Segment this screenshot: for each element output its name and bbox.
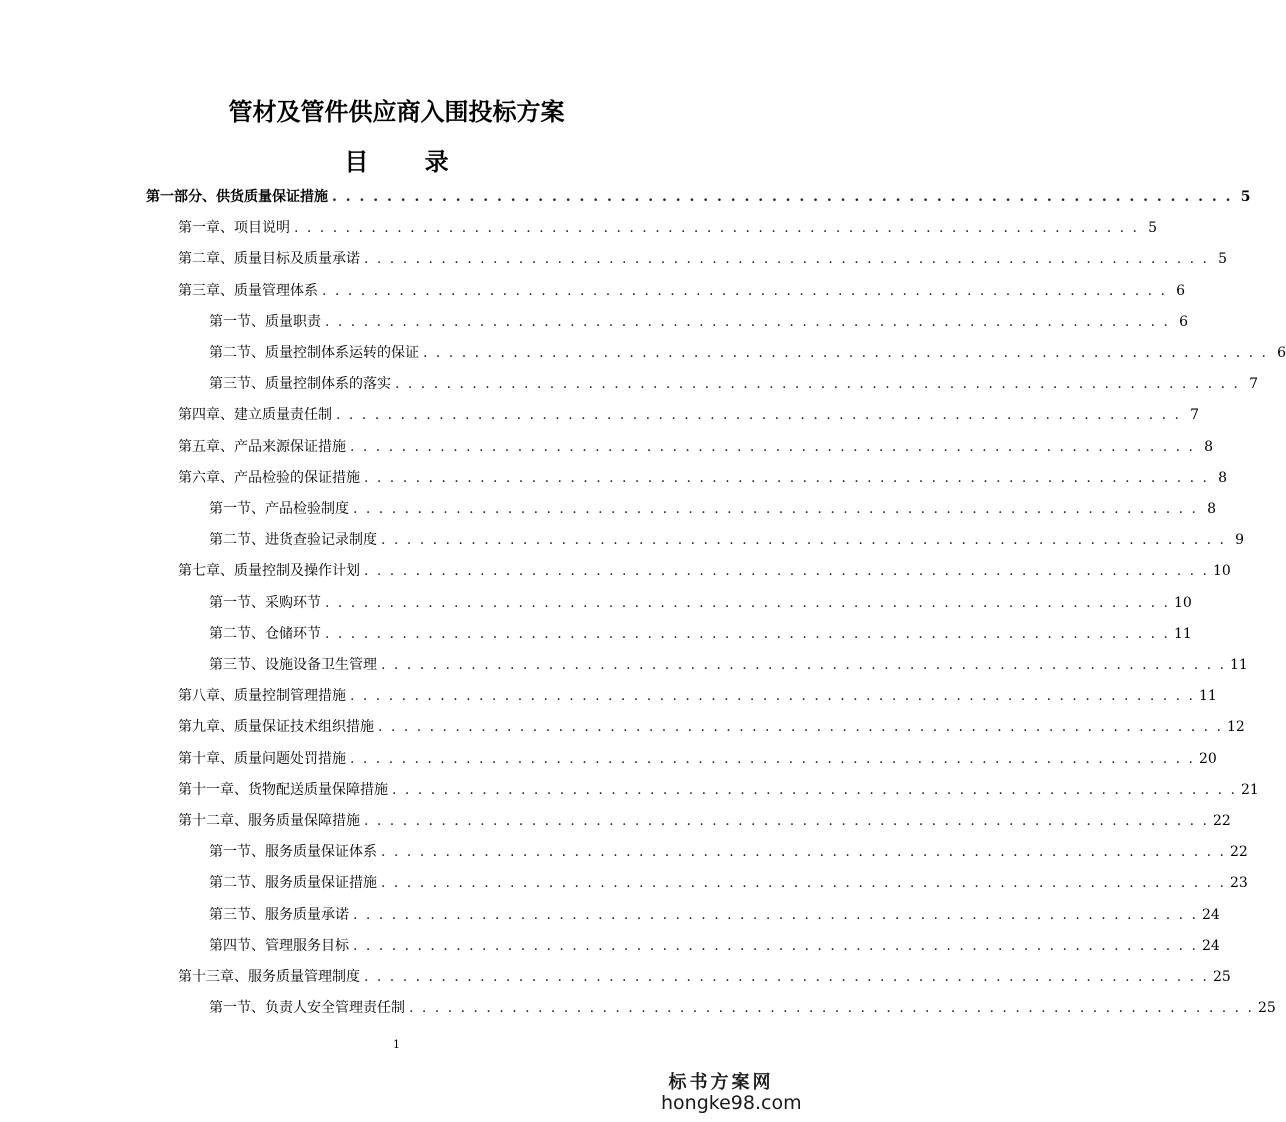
toc-entry-page: 7 [1190, 407, 1199, 424]
toc-dot-leader: . . . . . . . . . . . . . . . . . . . . . . . . . . . . . . . . . . . . . . . . . . . . . . . . . . . . . . . . . . . . . . . . . . [381, 532, 1226, 549]
toc-entry-page: 22 [1229, 844, 1248, 861]
toc-entry-label: 第六章、产品检验的保证措施 [178, 469, 360, 486]
toc-entry[interactable] [178, 404, 1199, 428]
toc-dot-leader: . . . . . . . . . . . . . . . . . . . . . . . . . . . . . . . . . . . . . . . . . . . . . . . . . . . . . . . . . . . . . . . . . . [353, 906, 1198, 923]
toc-entry[interactable] [209, 904, 1220, 928]
toc-dot-leader: . . . . . . . . . . . . . . . . . . . . . . . . . . . . . . . . . . . . . . . . . . . . . . . . . . . . . . . . . . . . . . . . . . [353, 937, 1198, 954]
toc-entry-page: 21 [1240, 781, 1259, 798]
toc-entry-page: 8 [1204, 438, 1213, 455]
toc-dot-leader: . . . . . . . . . . . . . . . . . . . . . . . . . . . . . . . . . . . . . . . . . . . . . . . . . . . . . . . . . . . . . . . . . . [395, 376, 1240, 393]
toc-entry-label: 第十章、质量问题处罚措施 [178, 750, 346, 767]
toc-dot-leader: . . . . . . . . . . . . . . . . . . . . . . . . . . . . . . . . . . . . . . . . . . . . . . . . . . . . . . . . . . . . . . . . . . [325, 594, 1170, 611]
toc-entry[interactable] [178, 685, 1217, 709]
toc-entry[interactable] [178, 810, 1231, 834]
toc-entry-label: 第四章、建立质量责任制 [178, 407, 332, 424]
toc-dot-leader: . . . . . . . . . . . . . . . . . . . . . . . . . . . . . . . . . . . . . . . . . . . . . . . . . . . . . . . . . . . . . . . . . . [350, 688, 1195, 705]
toc-entry-page: 11 [1198, 688, 1217, 705]
toc-entry-label: 第一节、采购环节 [209, 594, 321, 611]
toc-entry-page: 12 [1226, 719, 1245, 736]
toc-entry[interactable] [209, 342, 1286, 366]
toc-entry-label: 第五章、产品来源保证措施 [178, 438, 346, 455]
toc-entry[interactable] [209, 935, 1220, 959]
toc-entry[interactable] [178, 280, 1185, 304]
toc-dot-leader: . . . . . . . . . . . . . . . . . . . . . . . . . . . . . . . . . . . . . . . . . . . . . . . . . . . . . . . . . . . . . . . . . . [325, 313, 1170, 330]
toc-entry-page: 24 [1201, 937, 1220, 954]
toc-dot-leader: . . . . . . . . . . . . . . . . . . . . . . . . . . . . . . . . . . . . . . . . . . . . . . . . . . . . . . . . . . . . . . . . . . [381, 657, 1226, 673]
toc-entry-page: 25 [1212, 969, 1231, 985]
toc-dot-leader: . . . . . . . . . . . . . . . . . . . . . . . . . . . . . . . . . . . . . . . . . . . . . . . . . . . . . . . . . . . . . . . . . . [364, 969, 1209, 985]
toc-entry[interactable] [209, 529, 1244, 553]
toc-entry-label: 第一章、项目说明 [178, 220, 290, 237]
toc-entry-page: 11 [1173, 625, 1192, 642]
toc-entry[interactable] [178, 716, 1245, 740]
toc-entry-page: 24 [1201, 906, 1220, 923]
toc-entry[interactable] [178, 248, 1227, 272]
toc-dot-leader: . . . . . . . . . . . . . . . . . . . . . . . . . . . . . . . . . . . . . . . . . . . . . . . . . . . . . . . . . . . . . . . . . . [350, 438, 1195, 455]
toc-entry-label: 第七章、质量控制及操作计划 [178, 563, 360, 580]
toc-entry-label: 第二节、进货查验记录制度 [209, 532, 377, 549]
toc-entry-label: 第一部分、供货质量保证措施 [146, 189, 328, 205]
toc-dot-leader: . . . . . . . . . . . . . . . . . . . . . . . . . . . . . . . . . . . . . . . . . . . . . . . . . . . . . . . . . . . . . . . . . . [336, 407, 1181, 424]
toc-entry[interactable] [178, 467, 1227, 491]
toc-entry[interactable] [178, 560, 1231, 584]
toc-entry-label: 第四节、管理服务目标 [209, 937, 349, 954]
toc-entry-page: 6 [1176, 282, 1185, 299]
toc-entry[interactable] [209, 311, 1188, 335]
toc-dot-leader: . . . . . . . . . . . . . . . . . . . . . . . . . . . . . . . . . . . . . . . . . . . . . . . . . . . . . . . . . . . . . . . . . . [350, 750, 1195, 767]
toc-dot-leader: . . . . . . . . . . . . . . . . . . . . . . . . . . . . . . . . . . . . . . . . . . . . . . . . . . . . . . . . . . . . . . . . . . [353, 501, 1198, 517]
toc-entry-page: 8 [1207, 501, 1216, 517]
toc-dot-leader: . . . . . . . . . . . . . . . . . . . . . . . . . . . . . . . . . . . . . . . . . . . . . . . . . . . . . . . . . . . . . . . . . . [364, 813, 1209, 829]
toc-entry-page: 6 [1179, 313, 1188, 330]
toc-entry-page: 6 [1277, 345, 1286, 361]
page-number: 1 [393, 1038, 400, 1051]
toc-entry-label: 第二节、质量控制体系运转的保证 [209, 345, 419, 361]
toc-entry-page: 5 [1240, 189, 1251, 205]
toc-dot-leader: . . . . . . . . . . . . . . . . . . . . . . . . . . . . . . . . . . . . . . . . . . . . . . . . . . . . . . . . . . . . . . . . . . [423, 345, 1268, 361]
toc-entry-page: 7 [1249, 376, 1258, 393]
toc-entry[interactable] [209, 498, 1216, 522]
toc-entry-label: 第一节、负责人安全管理责任制 [209, 1000, 405, 1017]
toc-entry[interactable] [209, 997, 1276, 1021]
toc-entry[interactable] [178, 217, 1157, 241]
toc-dot-leader: . . . . . . . . . . . . . . . . . . . . . . . . . . . . . . . . . . . . . . . . . . . . . . . . . . . . . . . . . . . . . . . . . . [325, 625, 1170, 642]
toc-entry-label: 第九章、质量保证技术组织措施 [178, 719, 374, 736]
toc-entry-label: 第二节、服务质量保证措施 [209, 875, 377, 892]
toc-dot-leader: . . . . . . . . . . . . . . . . . . . . . . . . . . . . . . . . . . . . . . . . . . . . . . . . . . . . . . . . . . . . . . . . . . [378, 719, 1223, 736]
toc-entry[interactable] [178, 966, 1231, 990]
toc-entry-label: 第三节、质量控制体系的落实 [209, 376, 391, 393]
toc-entry-label: 第一节、服务质量保证体系 [209, 844, 377, 861]
toc-entry[interactable] [209, 654, 1248, 678]
watermark-text-en: hongke98.com [661, 1092, 802, 1114]
toc-entry-page: 22 [1212, 813, 1231, 829]
toc-entry-page: 10 [1173, 594, 1192, 611]
toc-dot-leader: . . . . . . . . . . . . . . . . . . . . . . . . . . . . . . . . . . . . . . . . . . . . . . . . . . . . . . . . . . . . . . . . . . [322, 282, 1167, 299]
toc-entry-page: 5 [1218, 251, 1227, 268]
toc-entry-page: 20 [1198, 750, 1217, 767]
toc-entry-page: 10 [1212, 563, 1231, 580]
toc-entry[interactable] [209, 592, 1192, 616]
toc-dot-leader: . . . . . . . . . . . . . . . . . . . . . . . . . . . . . . . . . . . . . . . . . . . . . . . . . . . . . . . . . . . . . . . . . . [364, 251, 1209, 268]
toc-heading: 目 录 [344, 148, 473, 176]
toc-entry[interactable] [209, 872, 1248, 896]
toc-entry-page: 8 [1218, 469, 1227, 486]
toc-entry-page: 23 [1229, 875, 1248, 892]
toc-entry-page: 5 [1148, 220, 1157, 237]
toc-entry-label: 第三节、服务质量承诺 [209, 906, 349, 923]
watermark-text-cn: 标书方案网 [668, 1072, 774, 1093]
toc-entry-label: 第三章、质量管理体系 [178, 282, 318, 299]
toc-entry-label: 第二节、仓储环节 [209, 625, 321, 642]
toc-entry-label: 第十一章、货物配送质量保障措施 [178, 781, 388, 798]
toc-entry[interactable] [209, 623, 1192, 647]
toc-dot-leader: . . . . . . . . . . . . . . . . . . . . . . . . . . . . . . . . . . . . . . . . . . . . . . . . . . . . . . . . . . . . . . . . . . [364, 563, 1209, 580]
toc-dot-leader: . . . . . . . . . . . . . . . . . . . . . . . . . . . . . . . . . . . . . . . . . . . . . . . . . . . . . . . . . . . . . . . . . . [364, 469, 1209, 486]
toc-entry[interactable] [178, 779, 1259, 803]
toc-entry-page: 9 [1235, 532, 1244, 549]
toc-entry-label: 第十三章、服务质量管理制度 [178, 969, 360, 985]
toc-entry-page: 25 [1257, 1000, 1276, 1017]
toc-dot-leader: . . . . . . . . . . . . . . . . . . . . . . . . . . . . . . . . . . . . . . . . . . . . . . . . . . . . . . . . . . . . . . . . . . [381, 844, 1226, 861]
toc-dot-leader: . . . . . . . . . . . . . . . . . . . . . . . . . . . . . . . . . . . . . . . . . . . . . . . . . . . . . . . . . . . . . . . . . . [381, 875, 1226, 892]
toc-entry-label: 第三节、设施设备卫生管理 [209, 657, 377, 673]
toc-entry-label: 第一节、产品检验制度 [209, 501, 349, 517]
toc-dot-leader: . . . . . . . . . . . . . . . . . . . . . . . . . . . . . . . . . . . . . . . . . . . . . . . . . . . . . . . . . . . . . . . . . . [392, 781, 1237, 798]
toc-dot-leader: . . . . . . . . . . . . . . . . . . . . . . . . . . . . . . . . . . . . . . . . . . . . . . . . . . . . . . . . . . . . . . . . . . [409, 1000, 1254, 1017]
document-title: 管材及管件供应商入围投标方案 [228, 98, 565, 126]
toc-entry[interactable] [178, 436, 1213, 460]
toc-dot-leader: . . . . . . . . . . . . . . . . . . . . . . . . . . . . . . . . . . . . . . . . . . . . . . . . . . . . . . . . . . . . . . . . . . [294, 220, 1139, 237]
toc-entry-label: 第一节、质量职责 [209, 313, 321, 330]
toc-entry-label: 第八章、质量控制管理措施 [178, 688, 346, 705]
toc-entry-label: 第十二章、服务质量保障措施 [178, 813, 360, 829]
toc-entry[interactable] [209, 841, 1248, 865]
toc-dot-leader: . . . . . . . . . . . . . . . . . . . . . . . . . . . . . . . . . . . . . . . . . . . . . . . . . . . . . . . . . . . . . . . . . . [332, 189, 1233, 205]
toc-entry[interactable] [209, 373, 1258, 397]
toc-entry[interactable] [146, 186, 1251, 210]
toc-entry[interactable] [178, 748, 1217, 772]
watermark-logo [661, 1068, 802, 1114]
toc-entry-label: 第二章、质量目标及质量承诺 [178, 251, 360, 268]
toc-entry-page: 11 [1229, 657, 1248, 673]
